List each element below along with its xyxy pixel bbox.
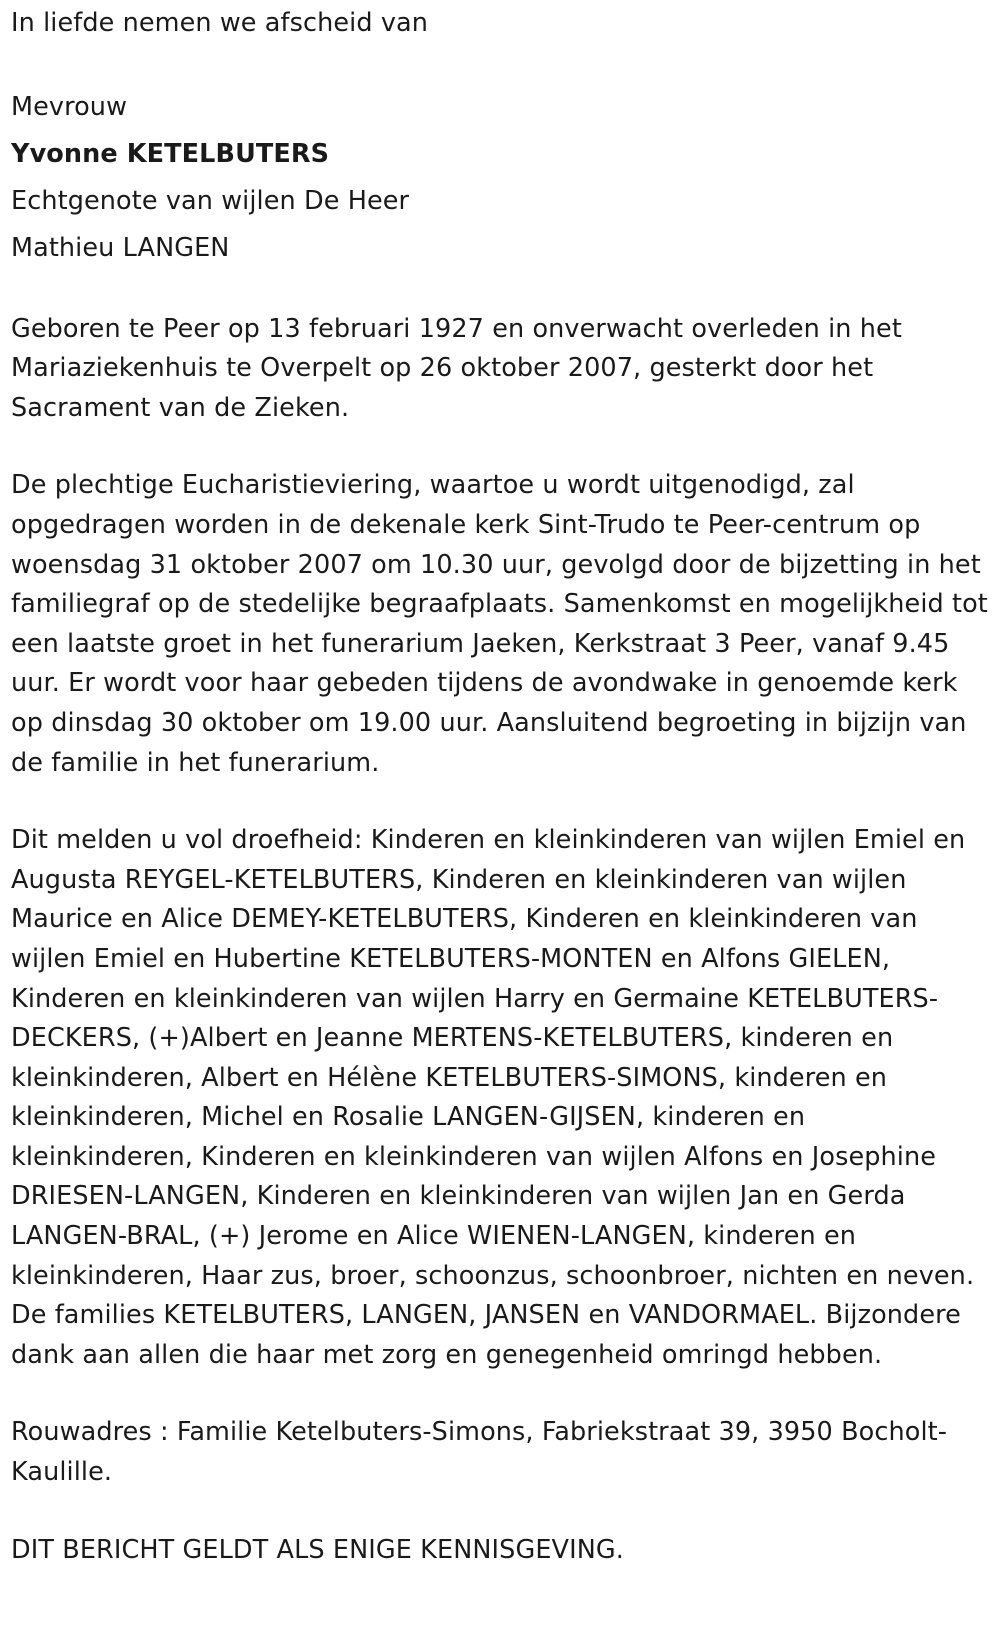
salutation: Mevrouw bbox=[11, 91, 128, 122]
ceremony-paragraph: De plechtige Eucharistieviering, waartoe u wordt uitgenodigd, zal opgedragen worden in de dekenale kerk Sint-Trudo te Peer-centrum op woensdag 31 oktober 2007 om 10.30 uur, gevolgd door de bijzetting in het familiegraf op de stedelijke begraafplaats. Samenkomst en mogelijkheid tot een laatste groet in het funerarium Jaeken, Kerkstraat 3 Peer, vanaf 9.45 uur. Er wordt voor haar gebeden tijdens de avondwake in genoemde kerk op dinsdag 30 oktober om 19.00 uur. Aansluitend begroeting in bijzijn van de familie in het funerarium. bbox=[11, 470, 988, 778]
deceased-name: Yvonne KETELBUTERS bbox=[11, 138, 330, 169]
notice-line: DIT BERICHT GELDT ALS ENIGE KENNISGEVING. bbox=[11, 1534, 624, 1565]
mourners-paragraph: Dit melden u vol droefheid: Kinderen en kleinkinderen van wijlen Emiel en Augusta REYGEL-KETELBUTERS, Kinderen en kleinkinderen van wijlen Maurice en Alice DEMEY-KETELBUTERS, Kinderen en kleinkinderen van wijlen Emiel en Hubertine KETELBUTERS-MONTEN en Alfons GIELEN, Kinderen en kleinkinderen van wijlen Harry en Germaine KETELBUTERS-DECKERS, (+)Albert en Jeanne MERTENS-KETELBUTERS, kinderen en kleinkinderen, Albert en Hélène KETELBUTERS-SIMONS, kinderen en kleinkinderen, Michel en Rosalie LANGEN-GIJSEN, kinderen en kleinkinderen, Kinderen en kleinkinderen van wijlen Alfons en Josephine DRIESEN-LANGEN, Kinderen en kleinkinderen van wijlen Jan en Gerda LANGEN-BRAL, (+) Jerome en Alice WIENEN-LANGEN, kinderen en kleinkinderen, Haar zus, broer, schoonzus, schoonbroer, nichten en neven. De families KETELBUTERS, LANGEN, JANSEN en VANDORMAEL. Bijzondere dank aan allen die haar met zorg en genegenheid omringd hebben. bbox=[11, 825, 975, 1370]
spouse-line-1: Echtgenote van wijlen De Heer bbox=[11, 185, 410, 216]
intro-line: In liefde nemen we afscheid van bbox=[11, 8, 429, 38]
address-paragraph: Rouwadres : Familie Ketelbuters-Simons, Fabriekstraat 39, 3950 Bocholt-Kaulille. bbox=[11, 1417, 948, 1488]
spouse-line-2: Mathieu LANGEN bbox=[11, 232, 230, 263]
birth-death-paragraph: Geboren te Peer op 13 februari 1927 en onverwacht overleden in het Mariaziekenhuis te Overpelt op 26 oktober 2007, gesterkt door het Sacrament van de Zieken. bbox=[11, 313, 902, 423]
